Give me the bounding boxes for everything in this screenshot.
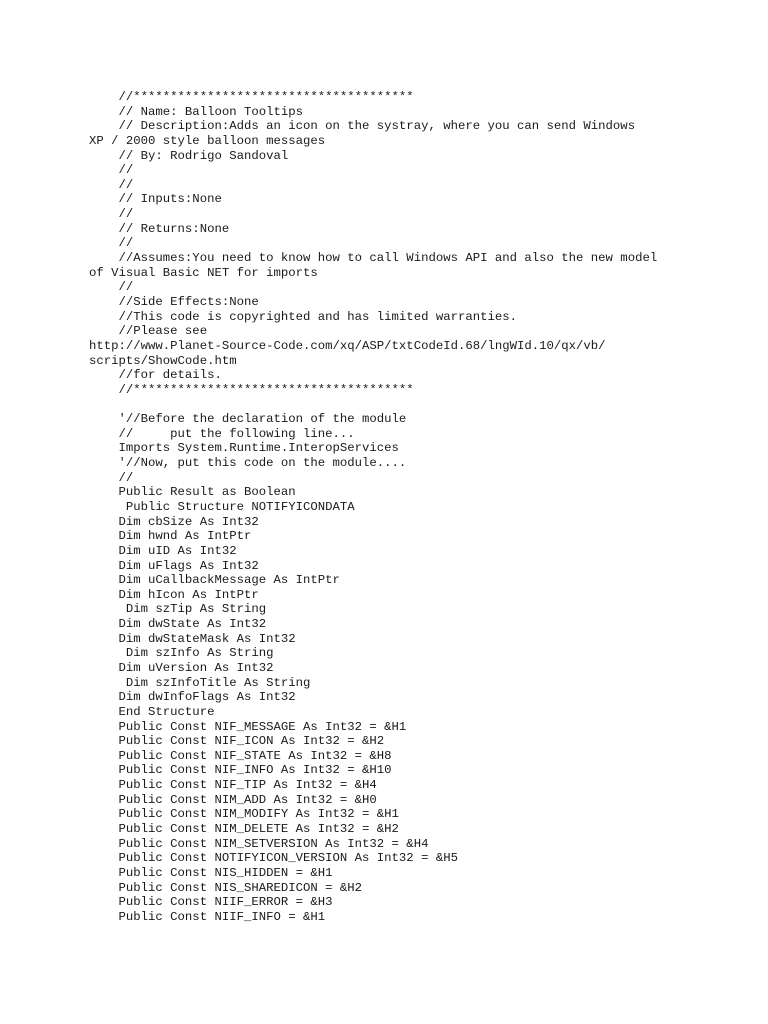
code-line: Public Const NIF_ICON As Int32 = &H2 <box>89 734 385 749</box>
code-line: // <box>89 280 134 295</box>
code-line: Public Const NIS_HIDDEN = &H1 <box>89 865 333 880</box>
code-line: of Visual Basic NET for imports <box>89 265 318 280</box>
code-line: // Returns:None <box>89 221 230 236</box>
code-line: Dim uFlags As Int32 <box>89 558 259 573</box>
code-line: // <box>89 177 134 192</box>
code-line: Public Const NIF_TIP As Int32 = &H4 <box>89 778 377 793</box>
code-line: // <box>89 470 134 485</box>
code-line: Dim cbSize As Int32 <box>89 514 259 529</box>
code-line: Public Const NIF_STATE As Int32 = &H8 <box>89 748 392 763</box>
code-line: scripts/ShowCode.htm <box>89 353 237 368</box>
code-line: //Assumes:You need to know how to call Windows API and also the new model <box>89 251 658 266</box>
code-line: Dim szInfoTitle As String <box>89 675 311 690</box>
code-line: // By: Rodrigo Sandoval <box>89 148 289 163</box>
code-line: Dim szTip As String <box>89 602 267 617</box>
code-line: // Description:Adds an icon on the systray, where you can send Windows <box>89 119 636 134</box>
code-line: Dim dwState As Int32 <box>89 617 267 632</box>
code-line: Public Const NIM_DELETE As Int32 = &H2 <box>89 822 399 837</box>
code-line: Dim hwnd As IntPtr <box>89 529 252 544</box>
code-line: Dim uVersion As Int32 <box>89 660 274 675</box>
code-line: //Side Effects:None <box>89 294 259 309</box>
code-line <box>89 397 759 412</box>
code-line: http://www.Planet-Source-Code.com/xq/ASP/txtCodeId.68/lngWId.10/qx/vb/ <box>89 338 606 353</box>
code-line: Dim uID As Int32 <box>89 543 237 558</box>
code-line: XP / 2000 style balloon messages <box>89 133 326 148</box>
code-line: Public Const NIIF_ERROR = &H3 <box>89 895 333 910</box>
code-listing <box>89 90 759 925</box>
code-line: Imports System.Runtime.InteropServices <box>89 441 399 456</box>
code-line: End Structure <box>89 704 215 719</box>
code-line: Public Const NIIF_INFO = &H1 <box>89 909 326 924</box>
code-line: // <box>89 236 134 251</box>
code-line: //Please see <box>89 324 208 339</box>
code-line: Dim szInfo As String <box>89 646 274 661</box>
code-line: Public Const NOTIFYICON_VERSION As Int32 = &H5 <box>89 851 458 866</box>
code-line: // <box>89 163 134 178</box>
code-line: Public Const NIF_INFO As Int32 = &H10 <box>89 763 392 778</box>
code-line: Public Const NIM_SETVERSION As Int32 = &H4 <box>89 836 429 851</box>
code-line: Dim hIcon As IntPtr <box>89 587 259 602</box>
code-line: Dim dwStateMask As Int32 <box>89 631 296 646</box>
code-line: // Name: Balloon Tooltips <box>89 104 304 119</box>
code-line: //************************************** <box>89 90 414 104</box>
code-line: //************************************** <box>89 382 414 397</box>
code-line: '//Now, put this code on the module.... <box>89 456 407 471</box>
code-line: Public Const NIM_MODIFY As Int32 = &H1 <box>89 807 399 822</box>
code-line: // <box>89 207 134 222</box>
code-line: // put the following line... <box>89 426 355 441</box>
code-line: Public Result as Boolean <box>89 485 296 500</box>
code-line: Dim uCallbackMessage As IntPtr <box>89 573 340 588</box>
code-line: Public Const NIS_SHAREDICON = &H2 <box>89 880 363 895</box>
code-line: //This code is copyrighted and has limited warranties. <box>89 309 518 324</box>
code-line: Public Const NIM_ADD As Int32 = &H0 <box>89 792 377 807</box>
code-line: Dim dwInfoFlags As Int32 <box>89 690 296 705</box>
code-line: '//Before the declaration of the module <box>89 412 407 427</box>
code-line: Public Const NIF_MESSAGE As Int32 = &H1 <box>89 719 407 734</box>
code-line: Public Structure NOTIFYICONDATA <box>89 499 355 514</box>
code-line: //for details. <box>89 368 222 383</box>
code-line: // Inputs:None <box>89 192 222 207</box>
